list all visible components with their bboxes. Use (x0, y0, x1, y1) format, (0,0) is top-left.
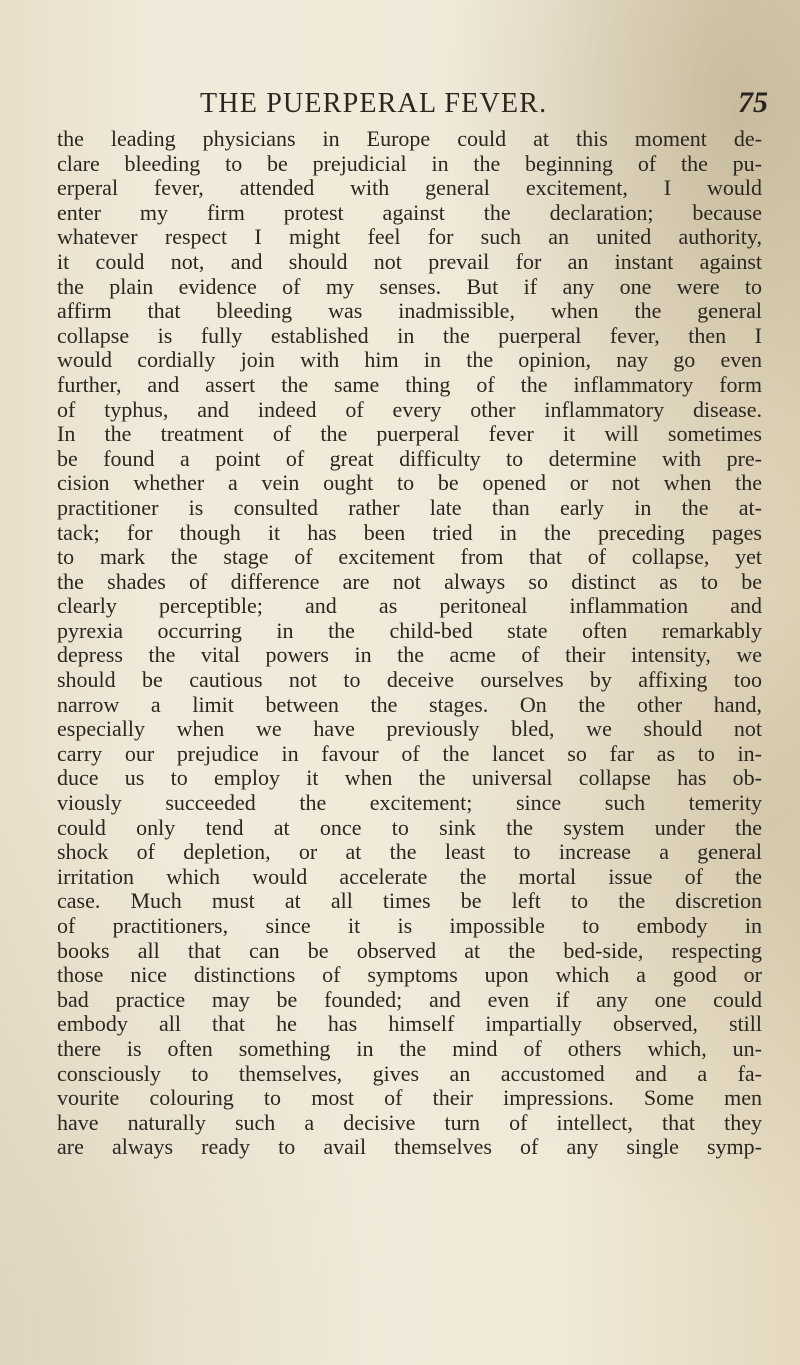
text-line: practitioner is consulted rather late than early in the at- (57, 494, 762, 520)
text-line: it could not, and should not prevail for an instant against (57, 248, 762, 274)
text-line: tack; for though it has been tried in the preceding pages (57, 519, 762, 545)
text-line: erperal fever, attended with general excitement, I would (57, 175, 762, 201)
text-line: In the treatment of the puerperal fever it will sometimes (57, 421, 762, 447)
text-line: those nice distinctions of symptoms upon which a good or (57, 962, 762, 988)
text-line: have naturally such a decisive turn of intellect, that they (57, 1109, 762, 1135)
text-line: there is often something in the mind of others which, un- (57, 1035, 762, 1061)
text-line: enter my firm protest against the declaration; because (57, 199, 762, 225)
text-line: cision whether a vein ought to be opened or not when the (57, 470, 762, 496)
text-line: whatever respect I might feel for such an united authority, (57, 224, 762, 250)
page-number: 75 (738, 86, 768, 119)
text-line: would cordially join with him in the opinion, nay go even (57, 347, 762, 373)
text-line: further, and assert the same thing of the inflammatory form (57, 371, 762, 397)
text-line: the leading physicians in Europe could at this moment de- (57, 126, 762, 151)
running-title: THE PUERPERAL FEVER. (200, 88, 548, 119)
text-line: affirm that bleeding was inadmissible, when the general (57, 298, 762, 324)
page-header (200, 88, 780, 124)
text-line: should be cautious not to deceive ourselves by affixing too (57, 667, 762, 693)
text-line: the plain evidence of my senses. But if any one were to (57, 273, 762, 299)
text-line: depress the vital powers in the acme of their intensity, we (57, 642, 762, 668)
text-line: narrow a limit between the stages. On the other hand, (57, 691, 762, 717)
text-line: vourite colouring to most of their impressions. Some men (57, 1085, 762, 1111)
text-line: shock of depletion, or at the least to increase a general (57, 839, 762, 865)
text-line: irritation which would accelerate the mortal issue of the (57, 863, 762, 889)
text-line: carry our prejudice in favour of the lancet so far as to in- (57, 740, 762, 766)
text-line: clare bleeding to be prejudicial in the beginning of the pu- (57, 150, 762, 176)
text-line: of typhus, and indeed of every other inflammatory disease. (57, 396, 762, 422)
text-line: especially when we have previously bled, we should not (57, 716, 762, 742)
text-line: case. Much must at all times be left to the discretion (57, 888, 762, 914)
text-line: duce us to employ it when the universal collapse has ob- (57, 765, 762, 791)
text-line: bad practice may be founded; and even if any one could (57, 986, 762, 1012)
text-line: to mark the stage of excitement from that of collapse, yet (57, 544, 762, 570)
text-line: consciously to themselves, gives an accustomed and a fa- (57, 1060, 762, 1086)
text-line: collapse is fully established in the puerperal fever, then I (57, 322, 762, 348)
text-line: of practitioners, since it is impossible to embody in (57, 913, 762, 938)
text-line: be found a point of great difficulty to determine with pre- (57, 445, 762, 471)
text-line: the shades of difference are not always so distinct as to be (57, 568, 762, 594)
body-text (57, 127, 762, 1160)
text-line: could only tend at once to sink the system under the (57, 814, 762, 840)
text-line: pyrexia occurring in the child-bed state often remarkably (57, 617, 762, 643)
text-line: viously succeeded the excitement; since such temerity (57, 790, 762, 816)
text-line: books all that can be observed at the bed-side, respecting (57, 937, 762, 963)
text-line: embody all that he has himself impartially observed, still (57, 1011, 762, 1037)
text-line: are always ready to avail themselves of any single symp- (57, 1134, 762, 1160)
text-line: clearly perceptible; and as peritoneal inflammation and (57, 593, 762, 619)
